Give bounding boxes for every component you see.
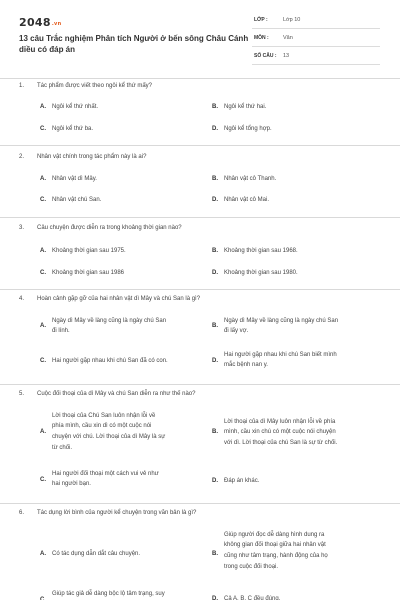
question-number: 2.	[19, 154, 25, 160]
option-text: đi lính.	[52, 328, 70, 334]
option-text: Lời thoại của dì Mây luôn nhận lỗi về phía	[224, 419, 336, 425]
meta-row-subject	[252, 32, 380, 47]
option-text: Khoảng thời gian sau 1968.	[224, 248, 298, 254]
question-prompt: Tác dụng lời bình của người kể chuyện trong văn bản là gì?	[37, 510, 197, 516]
meta-value: Lớp 10	[283, 17, 301, 23]
meta-value: Văn	[283, 35, 293, 41]
divider	[0, 217, 400, 218]
meta-row-class	[252, 14, 380, 29]
option-letter: A.	[40, 104, 46, 110]
question-text	[19, 391, 195, 397]
meta-label: MÔN :	[254, 35, 269, 41]
option-letter: C.	[40, 126, 46, 132]
option-text: Nhân vật cô Thanh.	[224, 176, 277, 182]
option-b[interactable]	[212, 530, 387, 574]
option-letter: A.	[40, 248, 46, 254]
option-letter: D.	[212, 197, 218, 203]
option-d[interactable]	[212, 350, 382, 372]
option-letter: A.	[40, 429, 46, 435]
option-letter: D.	[212, 126, 218, 132]
option-text: Cả A, B, C đều đúng.	[224, 596, 281, 600]
option-text: cũng như tâm trạng, hành động của họ	[224, 553, 328, 559]
option-letter: B.	[212, 551, 218, 557]
option-text: Ngày dì Mây về làng cũng là ngày chú San	[224, 318, 339, 324]
option-text: Ngôi kể thứ ba.	[52, 126, 94, 132]
option-text: Đáp án khác.	[224, 478, 260, 484]
option-c[interactable]	[40, 469, 208, 491]
option-letter: C.	[40, 197, 46, 203]
question-number: 5.	[19, 391, 25, 397]
question-text	[19, 225, 182, 231]
question-number: 4.	[19, 296, 25, 302]
option-text: mình, cầu xin chú có một cuộc nói chuyện	[224, 429, 336, 435]
question-number: 3.	[19, 225, 25, 231]
meta-panel	[252, 14, 380, 68]
option-text: Khoảng thời gian sau 1975.	[52, 248, 126, 254]
logo-text: 2048	[19, 16, 51, 29]
option-text: phía mình, cầu xin dì có một cuộc nói	[52, 423, 152, 429]
option-text: Ngôi kể thứ hai.	[224, 104, 267, 110]
option-letter: B.	[212, 323, 218, 329]
question-prompt: Hoàn cảnh gặp gỡ của hai nhân vật dì Mây và chú San là gì?	[37, 296, 201, 302]
divider	[0, 145, 400, 146]
option-letter: D.	[212, 596, 218, 600]
option-letter: C.	[40, 477, 46, 483]
question-prompt: Câu chuyện được diễn ra trong khoảng thời gian nào?	[37, 225, 182, 231]
option-letter: B.	[212, 104, 218, 110]
option-text: Khoảng thời gian sau 1986	[52, 270, 124, 276]
meta-label: LỚP :	[254, 17, 268, 23]
meta-label: SỐ CÂU :	[254, 53, 277, 59]
option-text: Nhân vật chú San.	[52, 197, 102, 203]
option-text: Giúp người đọc dễ dàng hình dung ra	[224, 532, 325, 538]
option-text: hai người bạn.	[52, 481, 91, 487]
option-text: Ngôi kể thứ nhất.	[52, 104, 99, 110]
meta-value: 13	[283, 53, 290, 59]
option-text: từ chối.	[52, 445, 73, 451]
option-text: Hai người đối thoại một cách vui vẻ như	[52, 471, 159, 477]
option-letter: D.	[212, 478, 218, 484]
question-text	[19, 83, 152, 89]
option-text: trong cuộc đối thoại.	[224, 564, 279, 570]
option-text: Nhân vật dì Mây.	[52, 176, 97, 182]
option-text: Ngày dì Mây về làng cũng là ngày chú San	[52, 318, 167, 324]
option-text: Hai người gặp nhau khi chú San biết mình	[224, 352, 337, 358]
option-text: không gian đối thoại giữa hai nhân vật	[224, 542, 326, 548]
option-letter: D.	[212, 270, 218, 276]
option-a[interactable]	[40, 316, 205, 338]
option-letter: A.	[40, 323, 46, 329]
option-text: Lời thoại của Chú San luôn nhận lỗi về	[52, 413, 156, 419]
option-a[interactable]	[40, 411, 208, 455]
question-text	[19, 296, 200, 302]
meta-row-count	[252, 50, 380, 65]
divider	[0, 289, 400, 290]
option-letter: C.	[40, 597, 46, 600]
option-letter: D.	[212, 358, 218, 364]
question-text	[19, 154, 146, 160]
option-letter: B.	[212, 429, 218, 435]
option-letter: C.	[40, 358, 46, 364]
question-number: 1.	[19, 83, 25, 89]
option-text: Hai người gặp nhau khi chú San đã có con.	[52, 358, 168, 364]
option-letter: C.	[40, 270, 46, 276]
option-text: đi lấy vợ.	[224, 328, 249, 334]
page-title: 13 câu Trắc nghiệm Phân tích Người ở bến sông Châu Cánh diều có đáp án	[19, 34, 249, 54]
option-text: Giúp tác giả dễ dàng bộc lộ tâm trạng, suy	[52, 591, 165, 597]
option-letter: A.	[40, 176, 46, 182]
option-letter: A.	[40, 551, 46, 557]
question-text	[19, 510, 196, 516]
question-prompt: Nhân vật chính trong tác phẩm này là ai?	[37, 154, 147, 160]
option-text: Ngôi kể tổng hợp.	[224, 126, 272, 132]
option-text: Nhân vật cô Mai.	[224, 197, 270, 203]
option-text: chuyện với chú. Lời thoại của dì Mây là sự	[52, 434, 166, 440]
option-text: Có tác dụng dẫn dắt câu chuyện.	[52, 551, 141, 557]
option-text: Khoảng thời gian sau 1980.	[224, 270, 298, 276]
logo-suffix: .vn	[51, 21, 62, 27]
option-text: mắc bệnh nan y.	[224, 362, 268, 368]
divider	[0, 78, 400, 79]
option-letter: B.	[212, 176, 218, 182]
option-text: với dì. Lời thoại của chú San là sự từ chối.	[224, 440, 338, 446]
site-logo[interactable]	[19, 16, 61, 29]
divider	[0, 503, 400, 504]
question-number: 6.	[19, 510, 25, 516]
option-b[interactable]	[212, 316, 382, 338]
question-prompt: Tác phẩm được viết theo ngôi kể thứ mấy?	[37, 83, 153, 89]
document-header	[0, 0, 400, 78]
option-b[interactable]	[212, 417, 387, 451]
question-prompt: Cuộc đối thoại của dì Mây và chú San diễn ra như thế nào?	[37, 391, 196, 397]
divider	[0, 384, 400, 385]
option-letter: B.	[212, 248, 218, 254]
